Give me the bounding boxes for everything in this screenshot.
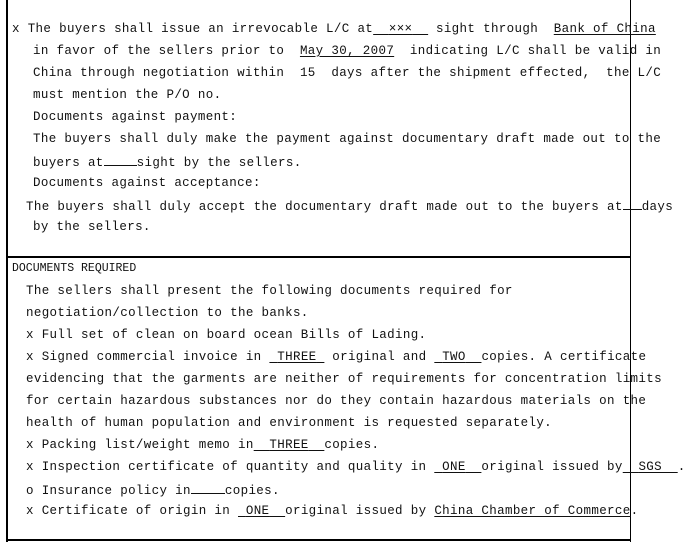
invoice-originals: THREE [277, 350, 317, 364]
lc-line [12, 21, 656, 37]
dp-heading: Documents against payment: [33, 110, 238, 124]
inspection-value: ONE [442, 460, 466, 474]
documents-intro-2: negotiation/collection to the banks. [26, 306, 309, 320]
lc-date: May 30, 2007 [299, 44, 395, 58]
origin-item [26, 503, 638, 519]
origin-value: ONE [245, 504, 270, 518]
lc-sight-text: sight through [435, 22, 539, 36]
documents-intro-1: The sellers shall present the following documents required for [26, 284, 513, 298]
dp-line-2-b: sight by the sellers. [136, 156, 302, 170]
valid-text: indicating L/C shall be valid in [409, 44, 662, 58]
section-divider [6, 256, 631, 258]
bank-name: Bank of China [553, 22, 656, 36]
inspection-text-a: x Inspection certificate of quantity and quality in [26, 460, 427, 474]
negotiation-text: China through negotiation within [33, 66, 285, 80]
dp-line-1: The buyers shall duly make the payment against documentary draft made out to the [33, 132, 662, 146]
packing-text-b: copies. [324, 438, 380, 452]
insurance-text-a: o Insurance policy in [26, 484, 191, 498]
bottom-border [6, 539, 631, 541]
certificate-line-3: health of human population and environment is requested separately. [26, 416, 553, 430]
invoice-copies: TWO [442, 350, 466, 364]
packing-value: THREE [269, 438, 309, 452]
inspection-item: x Inspection certificate of quantity and quality in ONE original issued by SGS . [26, 460, 686, 474]
da-line-1 [26, 197, 673, 213]
favor-text: in favor of the sellers prior to [33, 44, 285, 58]
po-line: must mention the P/O no. [33, 88, 222, 102]
invoice-text-c: copies. A certificate [481, 350, 647, 364]
dp-line-2 [33, 153, 302, 169]
inspection-issuer: SGS [638, 460, 662, 474]
origin-text-a: x Certificate of origin in [26, 504, 231, 518]
origin-issuer: China Chamber of Commerce [434, 504, 631, 518]
da-days-blank [623, 197, 642, 210]
da-line-1-b: days [641, 200, 674, 214]
insurance-item [26, 481, 280, 497]
da-line-1-a: The buyers shall duly accept the documentary draft made out to the buyers at [26, 200, 623, 214]
bill-of-lading-item: x Full set of clean on board ocean Bills of Lading. [26, 328, 427, 342]
dp-line-2-a: buyers at [33, 156, 104, 170]
lc-sight-value: ××× [388, 22, 413, 36]
invoice-text-b: original and [332, 350, 427, 364]
left-border [6, 0, 8, 542]
invoice-item [26, 349, 646, 365]
packing-list-item [26, 437, 379, 453]
dp-sight-blank [104, 153, 137, 166]
days-value: 15 [299, 66, 316, 80]
after-text: days after the shipment effected, the L/C [331, 66, 662, 80]
favor-line [33, 43, 661, 59]
packing-text-a: x Packing list/weight memo in [26, 438, 254, 452]
da-heading: Documents against acceptance: [33, 176, 261, 190]
lc-prefix: x The buyers shall issue an irrevocable L/C at [12, 22, 374, 36]
insurance-text-b: copies. [224, 484, 280, 498]
certificate-line-1: evidencing that the garments are neither of requirements for concentration limits [26, 372, 662, 386]
negotiation-line [33, 65, 661, 81]
insurance-blank [191, 481, 225, 494]
certificate-line-2: for certain hazardous substances nor do they contain hazardous materials on the [26, 394, 647, 408]
documents-heading: DOCUMENTS REQUIRED [12, 262, 137, 275]
da-line-2: by the sellers. [33, 220, 151, 234]
invoice-text-a: x Signed commercial invoice in [26, 350, 262, 364]
origin-text-b: original issued by [285, 504, 427, 518]
origin-end: . [630, 504, 639, 518]
inspection-text-b: original issued by [481, 460, 623, 474]
